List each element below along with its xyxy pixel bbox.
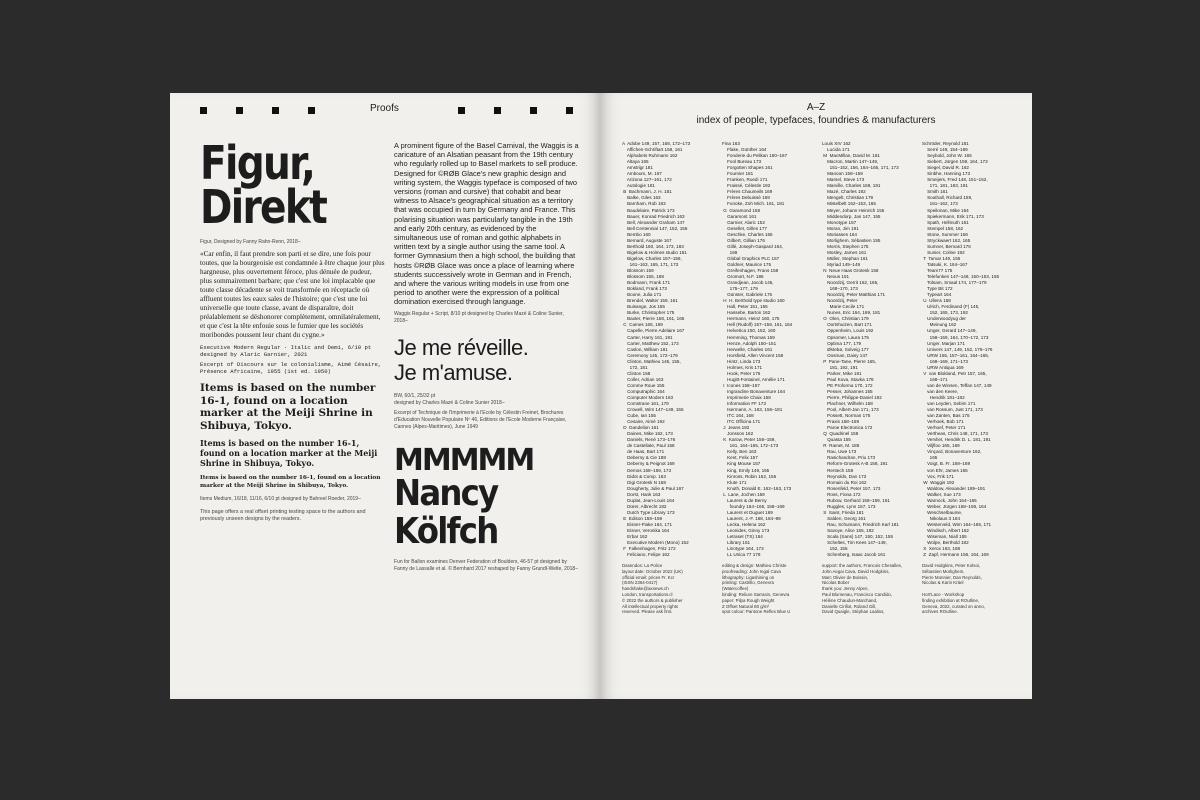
colophon-column-2: editing & design: Mathieu Christe proofreading: John Ingal Cava lithography: Ligashining on printing: Castrillo, Genevra (Watercoffee) binding: Reliure Sarrasin, Genevra paper: Pilpa Rough Weight Z Offset Natural 80 g/m² spot colour: Pantone Reflex Blue U [722,563,791,615]
excerpt-credit: Excerpt of Discours sur le colonialisme, Aimé Césaire, Présence Africaine, 1955 (1st ed. 1950) [200,361,382,375]
registration-square [494,107,501,114]
figur-specimen-line2: Direkt [200,180,327,234]
items-credit: Items Medium, 16/18, 11/16, 6/10 pt designed by Bahreel Roeder, 2019– [200,496,361,502]
jeme-credit-size: BW, 60/1, 25/32 pt [394,392,436,399]
index-column-3: Louis XIV 162 Lucida 171 M MacMillan, David M. 161 Macron, Martin 147–149, 151–152, 156, 164–165, 171, 173 Manoon 158–159 Marsel, Steve 173 Marville, Charles 169, 191 Mazé, Charles 192 Mengelt, Christian 179 Mistelbelt 152–153, 165 Meyer, Johann Heinrich 155 Middendorp, Jan 147, 155 Monotype 157 Moran, Jim 191 Moriasses 164 Morlighem, Sébastien 155 Morris, Stephen 175 Mosley, James 161 Müller, Stephan 161 Myriad 149–149 N Neue Haas Grotesk 158 Nexus 151 Noordzij, Gerrit 162, 165, 168–170, 173 Noordzij, Peter Matthias 171 Noordzij, Peter Marie Cecile 171 Nunes, Eric 164, 169, 181 O Olen, Christian 179 Oortshuizen, Bart 171 Oppenheim, Louis 192 Opsomer, Laura 175 Optima 177, 179 Østebø, Solveig 177 Oosman, Daisy 147 P Pane-Tane, Pierre 165, 181, 192, 191 Parker, Mike 181 Paul Kova, Stavka 178 PE Proforma 170, 172 Pesser, Johannes 155 Pierre, Philippe-Daniel 192 Plachner, Wilhelm 158 Pool, Albert-Jan 171, 173 Possett, Norman 175 Praxis 158–159 Paroe Electronica 172 Q Quadrinel 158 Quasta 155 R Ramet, M. 189 Rau, Uwe 173 Rasichandran, Priu 173 Reform-Grotesk A-B 158, 191 Rentech 158 Reynolds, Dan 173 Romain du Roi 162 Rosenfeld, Peter 157, 173 Ross, Fiona 172 Rubow, Gerhard 158–159, 161 Ruggles, Lynn 157, 173 S Saint, Frieda 161 Salden, Georg 161 Rau, Schumann, Friedrich Karl 181 Savoye, Alice 155, 192 Scala (Sans) 147, 150, 152, 155 Scheltes, Tim Kees 147–149, 152, 155 Schenberg, Isaac Jacob 161 [822,141,899,558]
waggis-credit: Waggis Regular + Script, 8/10 pt designed by Charles Mazé & Coline Sunier, 2018– [394,310,564,324]
registration-square [566,107,573,114]
index-column-2: Fina 163 Flake, Günther 164 Fonderie du Pelikan 160–167 Fool Bureau 173 Forgotten Shapes 161 Fournier 181 Franken, Ruedi 171 Fraissé, Célestin 192 Frères Chaumeils 169 Frères Debuissé 169 Funoke, Zoh Mich. 161, 181 G Garamond 158 Garamont 161 Garnier, Alaric 152 Gesellet, Gilles 177 Geschke, Charles 165 Gilbert, Gillian 176 Gillé, Joseph-Gaspard 164, 169 Global Graphics PLC 157 Goldner, Maurice 175 Greifenhagen, Frans 158 Gromort, N.F. 186 Grandjean, Jacob 145, 175–177, 179 Günster, Gabriele 175 H H. Berthold type studio 160 Hall, Peter 151, 155 Hassebe, Barton 162 Hermann, Heinz 160, 175 Hell (Rudolf) 157–159, 161, 164 Helvetica 150, 152, 160 Hemming, Thomas 159 Henze, Adolph 150–151 Herwelle, Charles 161 Horsfield, Allen Vincent 158 Hintz, Linda 173 Holmes, Kris 171 Hook, Peter 175 Hugitt-Fontainel, Amélie 171 I Icones 158–157 Ingrandine Bonaventure 164 Imprimerie Chaix 158 Information FF 173 Isermann, A. 163, 156–181 ITC 164, 168 ITC Officina 171 J Jeans 182 Jonsson 162 K Karow, Peter 156–159, 161, 164–165, 172–173 Kelly, Ben 163 Kent, Felix 157 King Mouse 157 King, Emily 149, 155 Kinross, Robin 152, 155 Klute 171 Knuth, Donald E. 162–163, 173 L Lane, Jochen 159 Laurent & de Berny foundry 164–165, 158–169 Laurent et Duguet 169 Laurent, J.-F. 168, 184–89 Lecka, Helena 162 Leonides, Ginny 173 Letraset (TS) 164 Library 151 Linotype 164, 173 LL Unica 77 178 [722,141,793,558]
index-title-subtitle: index of people, typefaces, foundries & manufacturers [696,115,936,126]
registration-square [272,107,279,114]
index-column-1: A Adobe 149, 157, 168, 172–173 Affichen-Schriftart 158, 161 Alphabets Ruhmann 162 Altaya 165 Amstrigr 181 Amboum, M. 167 Arizona 127–161, 172 Autologie 181 B Bachmann, J. H. 181 Balke, Giles 163 Barnham, Rob 183 Baudelaire, Patrick 173 Bauer, Konrad Friedrich 163 Bell, Alexander Graham 147 Bell Centennial 147, 152, 155 Bembo 160 Bernard, Auguste 167 Berthold 160, 164, 173, 183 Bigelow & Holmes studio 161 Bigelow, Charles 157–159, 161–163, 165, 171, 173 Blossom 159 Blossom 155, 168 Bodmann, Frank 171 Bokland, Frank 173 Boone, Julia 171 Brendel, Walter 159, 161 Buisange, Jos 155 Burke, Christopher 175 Baxter, Pierre 158, 161, 165 C Cames 165, 169 Capelle, Pierre Adelaire 167 Carter, Harry 161, 191 Carter, Matthew 152, 173 Caslon, William 181 Ceremony 145, 172–179 Clinton, Mathieu 145, 155, 172, 181 Clinton 158 Coller, Adrian 163 Comme Roue 155 Computraphic 164 Computer Modern 163 Comstrane 161, 179 Crowell, Wim 147–149, 155 Cube, Ian 155 Cesaire, Aimé 192 D Dandelion 161 Daines, Mike 162, 173 Daniels, René 173–176 de Castellate, Paul 158 de Haas, Bart 171 Deberny & Cie 188 Deberny & Peignot 169 Demos 158–159, 173 Didot & Comp. 163 Digi Grotesk N 158 Dougherty, Julie & Paul 167 Dorst, Hank 163 Duplat, Jean-Louis 164 Dürer, Albrecht 182 Dutch Type Library 173 E Edison 158–159 Eisner-Flake 164, 171 Eisner, Veronika 164 Erbar 162 Executive Modern (Mono) 152 F Falkenhagen, Fritz 172 Feliciano, Felipe 162 [622,141,691,558]
nancy-credit: Fun for Ballon examines Denver Federation of Boulders, 46-57 pt designed by Fanny de Lassalle et al. © Bernhard 2017 reshaped by Fanny Grundl-Welte, 2018– [394,558,578,572]
registration-square [200,107,207,114]
nancy-specimen: Nancy [394,472,498,514]
waggis-text: A prominent figure of the Basel Carnival, the Waggis is a caricature of an Alsatian peasant from the 19th century who regularly rolled up to Basel markets to sell produce. Designed for ©RØB Glace's new graphic design and writing system, the Waggis typeface is composed of two versions (roman and cursive) that cohabit and bear witness to Alsace's geographical situation as a territory that was occupied in turn by Germany and France. This polarising situation was particularly tangible in the 19th and early 20th century, as evidenced by the simultaneous use of roman and gothic alphabets in written text by a single author using the same tool. A former Gymnasium then a high school, the building that hosts ©RØB Glace was once a place of learning where students successively wrote in German and in French, and where the various writing models in use from one period to another were the expression of a political domination exercised through language. [394,141,579,307]
jeme-specimen-line2: Je m'amuse. [394,359,513,385]
executive-credit: Executive Modern Regular · Italic and Demi, 6/10 pt designed by Alaric Garnier, 2021 [200,344,372,358]
right-page [600,93,1032,699]
mm-specimen: MMMMM [394,442,534,478]
french-text: «Car enfin, il faut prendre son parti et se dire, une fois pour toutes, que la bourgeoisie est condamnée à être chaque jour plus hargneuse, plus ouvertement féroce, plus dénuée de pudeur, plus sommairement barbare; que c'est une loi implacable que toute classe décadente se voit transformée en réceptacle où affluent toutes les eaux sales de l'histoire; que c'est une loi universelle que toute classe, avant de disparaître, doit préalablement se déshonorer complètement, omnilatéralement, et que c'est la tête enfouie sous le fumier que les sociétés moribondes poussent leur chant du cygne.» [200,250,385,339]
colophon-column-1: Dasendos: La Police layout date: October 2022 (UK) official email: prices Fr. Kcr (ISSN 2364-0417) handshake@axnews.ch London, transportations.cl © 2022 the authors & publisher All intellectual property rights reserved. Please ask first. [622,563,683,615]
jeme-excerpt: Excerpt of Technique de l'Imprimerie à l'Ecole by Célestin Freinet, Brochures d'Education Nouvelle Populaire Nº 46, Editions de l'Ecole Moderne Française, Cannes (Alpes-Maritimes), June 1949 [394,409,567,430]
items-specimen-small: Items is based on the number 16-1, found on a location marker at the Meiji Shrine in Shibuya, Tokyo. [200,475,381,489]
right-column [394,141,579,573]
index-column-4: Schröder, Reynold 181 Serré 149, 154–169 Seybold, John W. 165 Siebert, Jürgen 159, 164, 173 Siegel, David R. 162 Sinbhe, Hanning 173 Smeijers, Fred 148, 151–152, 171, 181, 183, 191 Smith 161 Southall, Richard 159, 161–162, 173 Speikman, Mike 164 Spiekermann, Erik 171, 173 Spath, Hellmuth 161 Stempel 158, 162 Stone, Summer 156 Stryckwaert 162, 165 Sumner, Bernard 176 Sunier, Coline 192 T Tamar 149, 155 Tatsuki, K. 164–167 Team77 175 Telefunken 147–148, 150–153, 155 Tolsam, Smaal 174, 177–179 Type Bit 172 Typeart 164 U Ullens 158 Ulrich, Ferdinand (F) 145, 152, 165, 173, 192 Underwoodyug der Meinung 162 Unger, Gerard 147–149, 158–159, 164, 170–172, 173 Unger, Marjan 171 Univers 147, 149, 152, 176–176 URW 155, 157–161, 164–165, 168–169, 171–173 URW Antiqua 169 V van Blokland, Petr 157, 165, 168–171 van de Winsen, Teffan 147, 149 van den Keere, Hendrik 181–182 van Leyden, Sebim 171 van Rossum, Just 171, 173 van Zanten, Bas 175 Verhoek, Bob 171 Verhoef, Peter 171 Vertheas, Chris 148, 171, 173 Vervliet, Hendrik D. L. 181, 191 Viljfloo 165, 169 Vinçard, Bonaventure 162, 165 Voigt, B. Fr. 168–169 von Ehr, James 165 Vox, Frik 171 W Waggis 192 Waldow, Alexander 189–191 Walker, Sue 173 Warnock, John 164–165 Weber, Jürgen 158–159, 164 Weschselbaume, Nikolaus 3 184 Westerveld, Wim 164–165, 171 Windisch, Albert 162 Wiseman, Niall 155 Wolpe, Berthold 182 X Xerox 163, 168 Z Zapf, Hermann 156, 164, 169 [922,141,1000,558]
registration-square [236,107,243,114]
index-title [600,101,1032,127]
jeme-credit-designer: designed by Charles Mazé & Coline Sunier 2018– [394,399,505,406]
colophon-column-4: David Hodgkins, Peter Kolsoi, Sébastien Morlighem, Pierre Monnier, Dan Reynolds, Nicolas & Karin Kräel Hort'Lace - Workshop finding exhibition at ROutline, Geneva, 2022, curated on anno, archives ROutline. [922,563,985,615]
items-specimen-medium: Items is based on the number 16-1, found on a location marker at the Meiji Shrine in Shibuya, Tokyo. [200,438,378,468]
figur-credit: Figur, Designed by Fanny Rahn-Renn, 2018– [200,239,301,245]
items-specimen-large: Items is based on the number 16-1, found on a location marker at the Meiji Shrine in Shibuya, Tokyo. [200,382,376,432]
kolfch-specimen: Kölfch [394,510,498,552]
figur-specimen-line1: Figur, [200,136,315,190]
index-title-az: A–Z [806,102,826,113]
footer-note: This page offers a real offset printing testing space to the authors and previously unseen designs by the readers. [200,509,366,522]
left-page [170,93,600,699]
colophon-column-3: support: the authors, Francois Chesalles, John Aegai Cava, David Hodgkins, Marc Olivier de Boissin, Nicolas Bober thank you: Jenny Alpen, Paul Blumenau, Francisco Candido, Hélène Chaudun-Marchand, Danielle Cirillot, Roland Gill, David Quaigle, Stéphan Laaliss, [822,563,903,615]
registration-square [308,107,315,114]
registration-square [530,107,537,114]
page-header: Proofs [370,103,399,114]
jeme-specimen-line1: Je me réveille. [394,334,529,360]
left-column [200,136,385,523]
registration-square [458,107,465,114]
